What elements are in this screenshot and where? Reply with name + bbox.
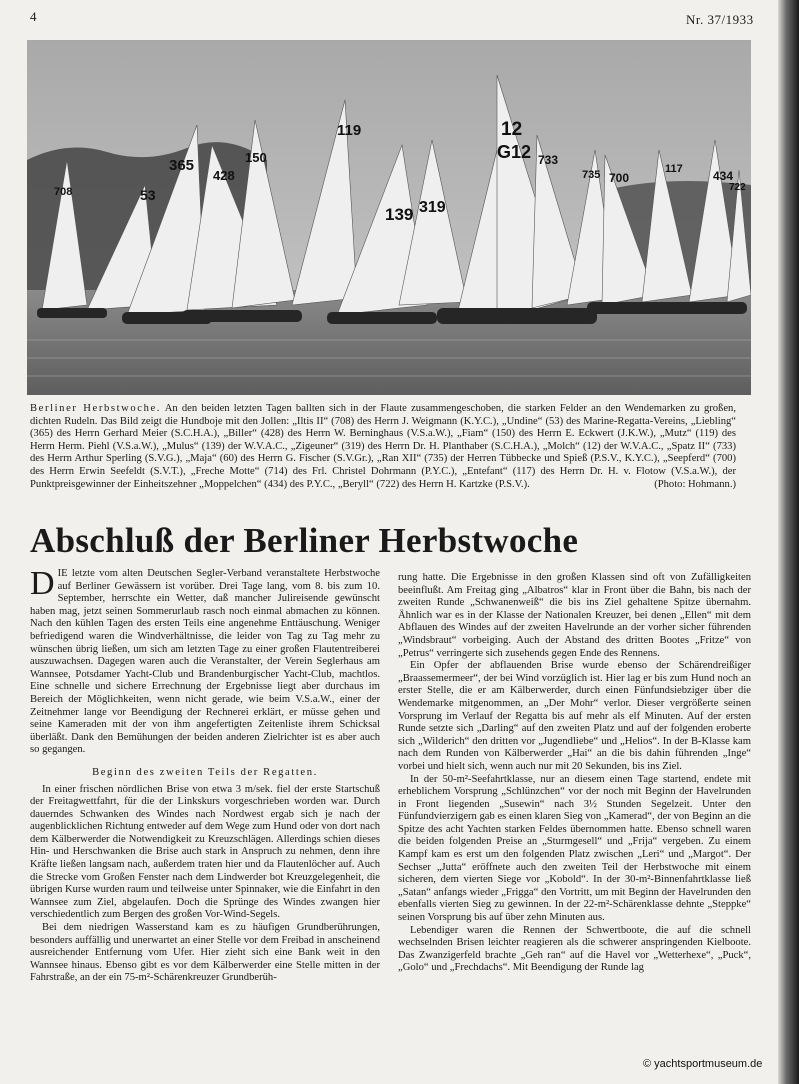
sail-number-428: 428 <box>213 168 235 183</box>
article-paragraph: Bei dem niedrigen Wasserstand kam es zu häufigen Grundberührungen, besonders auffällig und unerwartet an einer Stelle vor dem Freibad in anscheinend ausreichender Entfernung vom Ufer. Hier zieht sich eine Bank weit in den Wannsee hinaus. Ebenso gibt es vor dem Kälberwerder eine Stelle mitten in der Fahrstraße, an der ein 75-m²-Schärenkreuzer Grundberüh- <box>30 922 380 984</box>
sail-number-735: 735 <box>582 169 601 181</box>
sail-number-g12: G12 <box>497 142 532 162</box>
sail-number-722: 722 <box>729 182 746 193</box>
sail-number-733: 733 <box>538 153 559 167</box>
article-paragraph: In einer frischen nördlichen Brise von etwa 3 m/sek. fiel der erste Startschuß der Freitagwettfahrt, für die der Linkskurs vorgeschrieben worden war. Durch dauerndes Schwanken des Windes nach Nordwest ergab sich je nach der augenblicklichen Richtung entweder auf dem Wege zum Hund oder von dort nach dem Kälberwerder die Notwendigkeit zu Kreuzschlägen. Allerdings schien dieses Hin- und Herschwanken die Brise auch stark in Anspruch zu nehmen, denn ihre Kräfte ließen langsam nach, außerdem traten hier und da Flautenlöcher auf. Auch die Strecke vom Großen Fenster nach dem Lindwerder bot Kreuzgelegenheit, die übrigen Kurse wurden raum und teilweise unter Spinnaker, wie die Einfahrt in den Wannsee zum Ziel, abgelaufen. Doch die Sprünge des Windes zwangen hier verschiedentlich zum Bergen des großen Vor-Wind-Segels. <box>30 783 380 921</box>
article-column-right <box>398 572 751 975</box>
sail-number-708: 708 <box>54 186 73 198</box>
article-column-left <box>30 565 380 985</box>
sail-number-319: 319 <box>419 199 446 216</box>
regatta-photo-drawing <box>27 40 751 395</box>
article-paragraph: Ein Opfer der abflauenden Brise wurde ebenso der Schärendreißiger „Braassemermeer“, der bei Wind vorzüglich ist. Hier lag er bis zum Hund noch an erster Stelle, die er am Kälberwerder, durch einen Fünfundsiebziger über die Wendemarke mitgenommen, an „Der Mohr“ verlor. Dieser vergrößerte seinen Vorsprung im Verlauf der Regatta bis auf mehr als elf Minuten. Auf der ersten Runde setzte sich „Darling“ auf den zweiten Platz und auf der folgenden eroberte sich „Wilderich“ den dritten vor „Jugendliebe“ und „Helios“. In der B-Klasse kam nach dem Runden von Kälberwerder „Hai“ an die bis dahin führenden „Inge“ vorbei und hielt sich, wenn auch nur mit 20 Sekunden, bis ins Ziel. <box>398 660 751 772</box>
sail-number-119: 119 <box>337 122 362 139</box>
photo-credit: (Photo: Hohmann.) <box>654 478 736 490</box>
sail-number-139: 139 <box>385 205 414 224</box>
copyright-watermark: © yachtsportmuseum.de <box>643 1058 763 1070</box>
drop-cap: D <box>30 565 55 602</box>
sail-number-150: 150 <box>245 150 267 165</box>
section-subheading: Beginn des zweiten Teils der Regatten. <box>92 766 318 778</box>
article-paragraph: Lebendiger waren die Rennen der Schwertboote, die auf die schnell wechselnden Brisen leichter reagieren als die schwerer anspringenden Kielboote. Das Zwanzigerfeld brachte „Geh ran“ auf die Havel vor „Wetterhexe“, „Puck“, „Golo“ und „Frechdachs“. Mit Beendigung der Runde lag <box>398 924 751 974</box>
caption-lead: Berliner Herbstwoche. <box>30 403 162 414</box>
sail-number-365: 365 <box>169 157 195 174</box>
sail-number-12: 12 <box>501 119 523 140</box>
sail-number-53: 53 <box>140 187 156 203</box>
sail-number-700: 700 <box>609 171 630 185</box>
regatta-photo <box>27 40 751 395</box>
page-number: 4 <box>30 9 37 24</box>
photo-caption <box>30 403 736 491</box>
article-paragraph: rung hatte. Die Ergebnisse in den großen Klassen sind oft von Zufälligkeiten beeinflußt. Am Freitag ging „Albatros“ klar in Front über die Bahn, bis nach der zweiten Runde „Schwanenweiß“ die bis ins Ziel gehaltene Spitze übernahm. Ähnlich war es in der Klasse der Nationalen Kreuzer, bei denen „Ellen“ mit dem Abflauen des Windes auf der zweiten Havelrunde an der vorher sicher führenden „Windsbraut“ vorbeiging. Auch der Abstand des dritten Bootes „Fritze“ von „Petrus“ verringerte sich zusehends gegen Ende des Rennens. <box>398 572 751 659</box>
article-paragraph <box>30 565 380 757</box>
caption-text: An den beiden letzten Tagen ballten sich in der Flaute zusammengeschoben, die starken Felder an den Wendemarken zu großen, dichten Rudeln. Das Bild zeigt die Hundboje mit den Jollen: „Iltis II“ (708) des Herrn J. Weigmann (K.Y.C.), „Undine“ (53) des Marine-Regatta-Vereins, „Liebling“ (365) des Herrn Gerhard Meier (S.C.H.A.), „Biller“ (428) des Herrn W. Berninghaus (V.S.a.W.), „Fiam“ (150) des Herrn E. Eckwert (J.K.W.), „Mutz“ (119) des Herrn Herm. Piehl (V.S.a.W.), „Mulus“ (139) der W.V.A.C., „Zigeuner“ (319) des Herrn Dr. H. Planthaber (S.C.H.A.), „Molch“ (12) der W.V.A.C., „Spatz II“ (733) des Herrn Arthur Sperling (S.V.G.), „Maja“ (60) des Herrn G. Fischer (S.V.Gr.), „Ran XII“ (735) der Herren Tübbecke und Spieß (P.S.V., K.Y.C.), „Seepferd“ (700) des Herrn Erwin Seefeldt (S.V.T.), „Freche Motte“ (714) des Frl. Christel Dohrmann (P.Y.C.), „Entefant“ (117) des Herrn Dr. H. v. Flotow (V.S.a.W.), der Punktpreisgewinner der Einheitszehner „Moppelchen“ (434) des P.Y.C., „Beryll“ (722) des Herrn H. Kartzke (P.S.V.). <box>30 403 737 490</box>
sail-number-434: 434 <box>713 169 734 183</box>
issue-number: Nr. 37/1933 <box>686 12 754 27</box>
page-spine-shadow <box>778 0 799 1084</box>
sail-number-117: 117 <box>665 163 683 175</box>
paragraph-text: IE letzte vom alten Deutschen Segler-Verband veranstaltete Herbstwoche auf Berliner Gewässern ist vorüber. Drei Tage lang, vom 8. bis zum 10. September, herrschte ein Wetter, daß mancher Julireisende gewünscht haben mag, jetzt seinen Sommerurlaub rasch noch einmal abmachen zu können. Nach den kühlen Tagen des ersten Teils eine angenehme Enttäuschung. Weniger befriedigend waren die Windverhältnisse, die leider von Tag zu Tag mehr zu wünschen übrig ließen, um sich am letzten Tage zu einer großen Flautentreiberei auszuwachsen. Dagegen waren auch die Veranstalter, der Verein Seglerhaus am Wannsee, Potsdamer Yacht-Club und Brandenburgischer Yacht-Club, machtlos. Eine schnelle und sichere Errechnung der Ergebnisse liegt aber durchaus im Bereich der Möglichkeiten, wenn nicht gerade, wie beim V.S.a.W., einer der Zeitnehmer lange vor Beendigung der Rechnerei erklärt, er müsse gehen und seine Kameraden mit der von ihm angefertigten Zeitenliste ihrem Schicksal überläßt. Dank den Bemühungen der beiden anderen Zielrichter ist es aber auch so gegangen. <box>30 568 380 756</box>
article-headline: Abschluß der Berliner Herbstwoche <box>30 521 579 560</box>
article-paragraph: In der 50-m²-Seefahrtklasse, nur an diesem einen Tage startend, endete mit erheblichem Vorsprung „Schlünzchen“ vor der noch mit Beginn der Havelrunden in Front liegenden „Susewin“ nach 3½ Stunden Segelzeit. Unter den Fünfundvierzigern gab es einen klaren Sieg von „Kamerad“, der von Beginn an die Spitze des acht Yachten starken Feldes übernommen hatte. Ebenso schnell waren die beiden folgenden Preise an „Sturmgesell“ und „Frija“ vergeben. Zu einem Kampf kam es erst um den folgenden Platz zwischen „Leri“ und „Margot“. Der Sechser „Jutta“ eröffnete auch den zweiten Teil der Herbstwoche mit einem sicheren, dem vierten Siege vor „Kobold“. In der 30-m²-Binnenfahrtklasse ließ „Satan“ anfangs wieder „Frigga“ den Vortritt, um mit Beginn der Havelrunden den ebenfalls vierten Sieg zu gewinnen. In der 22-m²-Schärenklasse dehnte „Steppke“ seinen Vorsprung bis auf über zehn Minuten aus. <box>398 773 751 924</box>
